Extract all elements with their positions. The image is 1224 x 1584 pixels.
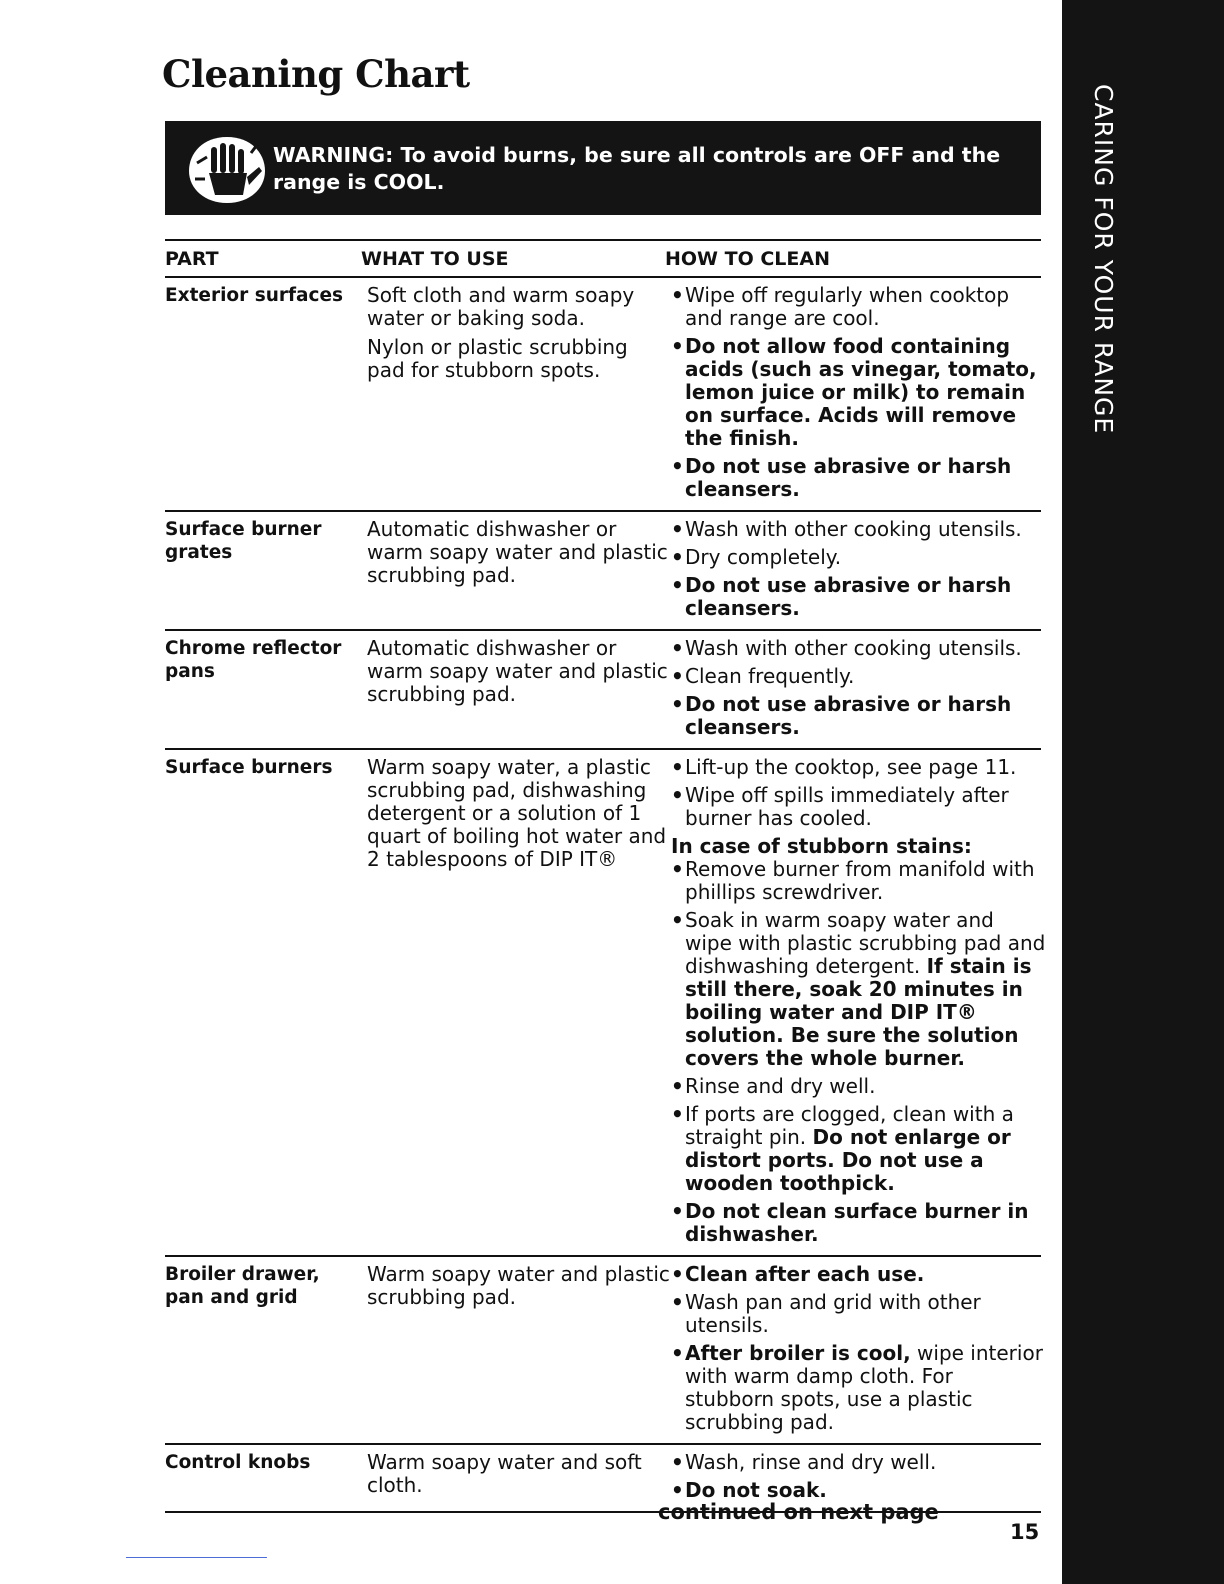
how-to-clean-cell bbox=[671, 1263, 1047, 1439]
what-to-use-text: Warm soapy water and plastic scrubbing pad. bbox=[367, 1262, 670, 1309]
how-to-clean-cell bbox=[671, 518, 1047, 625]
instruction-text-main: Clean frequently. bbox=[685, 664, 855, 688]
bullet-icon: • bbox=[671, 545, 684, 569]
how-to-clean-cell bbox=[671, 1451, 1047, 1507]
instruction-item bbox=[671, 665, 1047, 688]
instruction-subhead: In case of stubborn stains: bbox=[671, 834, 972, 858]
bullet-icon: • bbox=[671, 1199, 684, 1223]
bullet-icon: • bbox=[671, 517, 684, 541]
instruction-text bbox=[685, 1479, 1047, 1502]
part-cell: Surface burner grates bbox=[165, 519, 322, 563]
instruction-text-main: Dry completely. bbox=[685, 545, 842, 569]
how-to-clean-cell bbox=[671, 637, 1047, 744]
hand-warning-icon bbox=[185, 133, 269, 207]
bold-instruction: Do not enlarge or distort ports. Do not use a wooden toothpick. bbox=[685, 1125, 1011, 1195]
part-cell: Chrome reflector pans bbox=[165, 638, 342, 682]
part-cell: Broiler drawer, pan and grid bbox=[165, 1264, 320, 1308]
instruction-text bbox=[685, 455, 1047, 501]
what-to-use-cell bbox=[367, 1451, 671, 1507]
bullet-icon: • bbox=[671, 454, 684, 478]
instruction-item bbox=[671, 574, 1047, 620]
bullet-icon: • bbox=[671, 1450, 684, 1474]
instruction-text bbox=[685, 637, 1047, 660]
page-title: Cleaning Chart bbox=[162, 52, 470, 96]
instruction-text bbox=[685, 1291, 1047, 1337]
warning-text: WARNING: To avoid burns, be sure all controls are OFF and the range is COOL. bbox=[273, 143, 1001, 194]
instruction-item bbox=[671, 284, 1047, 330]
table-row bbox=[165, 629, 1041, 748]
header-how-to-clean: HOW TO CLEAN bbox=[665, 247, 830, 270]
instruction-item bbox=[671, 1479, 1047, 1502]
instruction-item bbox=[671, 1263, 1047, 1286]
instruction-item bbox=[671, 756, 1047, 779]
instruction-text-main: Soak in warm soapy water and wipe with plastic scrubbing pad and dishwashing detergent. bbox=[685, 908, 1046, 978]
part-cell: Surface burners bbox=[165, 757, 333, 778]
bullet-icon: • bbox=[671, 334, 684, 358]
bold-instruction: Do not soak. bbox=[685, 1478, 827, 1502]
bullet-icon: • bbox=[671, 908, 684, 932]
instruction-item bbox=[671, 1342, 1047, 1434]
part-cell: Control knobs bbox=[165, 1452, 311, 1473]
warning-box bbox=[165, 121, 1041, 215]
instruction-text-main: If ports are clogged, clean with a straight pin. bbox=[685, 1102, 1014, 1149]
bold-instruction: If stain is still there, soak 20 minutes in boiling water and DIP IT® solution. Be sure the solution covers the whole burner. bbox=[685, 954, 1032, 1070]
table-row bbox=[165, 510, 1041, 629]
instruction-text-main: Wash, rinse and dry well. bbox=[685, 1450, 937, 1474]
table-row bbox=[165, 278, 1041, 510]
bullet-icon: • bbox=[671, 1341, 684, 1365]
table-row bbox=[165, 748, 1046, 1255]
bullet-icon: • bbox=[671, 692, 684, 716]
bullet-icon: • bbox=[671, 1290, 684, 1314]
scan-artifact-line bbox=[126, 1557, 267, 1558]
instruction-item bbox=[671, 637, 1047, 660]
instruction-text-main: Wash pan and grid with other utensils. bbox=[685, 1290, 981, 1337]
instruction-item bbox=[671, 858, 1047, 904]
bullet-icon: • bbox=[671, 283, 684, 307]
instruction-item bbox=[671, 1451, 1047, 1474]
instruction-text bbox=[685, 858, 1047, 904]
instruction-text bbox=[685, 1263, 1047, 1286]
table-row bbox=[165, 1255, 1041, 1443]
instruction-text bbox=[685, 1342, 1047, 1434]
instruction-text bbox=[685, 546, 1047, 569]
bullet-icon: • bbox=[671, 636, 684, 660]
bullet-icon: • bbox=[671, 1102, 684, 1126]
instruction-text bbox=[685, 284, 1047, 330]
instruction-text bbox=[685, 574, 1047, 620]
bullet-icon: • bbox=[671, 573, 684, 597]
instruction-item bbox=[671, 518, 1047, 541]
what-to-use-text: Automatic dishwasher or warm soapy water and plastic scrubbing pad. bbox=[367, 636, 668, 706]
how-to-clean-cell bbox=[671, 756, 1047, 1251]
instruction-text bbox=[685, 1103, 1047, 1195]
bold-instruction: After broiler is cool, bbox=[685, 1341, 911, 1365]
instruction-item bbox=[671, 693, 1047, 739]
page-number: 15 bbox=[1010, 1520, 1040, 1544]
instruction-text bbox=[685, 1200, 1047, 1246]
instruction-text bbox=[685, 1075, 1047, 1098]
side-tab-label: CARING FOR YOUR RANGE bbox=[1089, 84, 1118, 435]
what-to-use-cell bbox=[367, 284, 671, 506]
cleaning-chart-table bbox=[165, 239, 1046, 1513]
what-to-use-cell bbox=[367, 637, 671, 744]
bold-instruction: Do not allow food containing acids (such as vinegar, tomato, lemon juice or milk) to remain on surface. Acids will remove the finish. bbox=[685, 334, 1037, 450]
instruction-item bbox=[671, 1075, 1047, 1098]
instruction-text-main: Lift-up the cooktop, see page 11. bbox=[685, 755, 1017, 779]
what-to-use-text: Soft cloth and warm soapy water or baking soda. bbox=[367, 283, 635, 330]
bullet-icon: • bbox=[671, 664, 684, 688]
instruction-text-main: Wipe off regularly when cooktop and range are cool. bbox=[685, 283, 1010, 330]
continued-note: continued on next page bbox=[658, 1500, 939, 1524]
instruction-item bbox=[671, 546, 1047, 569]
instruction-text-main: Rinse and dry well. bbox=[685, 1074, 876, 1098]
instruction-text-after: wipe interior with warm damp cloth. For stubborn spots, use a plastic scrubbing pad. bbox=[685, 1341, 1043, 1434]
bold-instruction: Do not use abrasive or harsh cleansers. bbox=[685, 454, 1012, 501]
table-body bbox=[165, 278, 1046, 1511]
what-to-use-text: Nylon or plastic scrubbing pad for stubborn spots. bbox=[367, 335, 628, 382]
instruction-text bbox=[685, 1451, 1047, 1474]
instruction-text bbox=[685, 518, 1047, 541]
header-what-to-use: WHAT TO USE bbox=[361, 247, 509, 270]
bold-instruction: Clean after each use. bbox=[685, 1262, 925, 1286]
bullet-icon: • bbox=[671, 1478, 684, 1502]
what-to-use-text: Warm soapy water, a plastic scrubbing pad, dishwashing detergent or a solution of 1 quart of boiling hot water and 2 tablespoons of DIP IT® bbox=[367, 755, 667, 871]
bold-instruction: Do not clean surface burner in dishwasher. bbox=[685, 1199, 1029, 1246]
header-part: PART bbox=[165, 247, 219, 270]
table-header bbox=[165, 241, 1041, 278]
instruction-text bbox=[685, 756, 1047, 779]
instruction-text bbox=[685, 784, 1047, 830]
bullet-icon: • bbox=[671, 1074, 684, 1098]
instruction-item bbox=[671, 1291, 1047, 1337]
how-to-clean-cell bbox=[671, 284, 1047, 506]
instruction-text-main: Wipe off spills immediately after burner has cooled. bbox=[685, 783, 1009, 830]
instruction-text bbox=[685, 909, 1047, 1070]
bullet-icon: • bbox=[671, 857, 684, 881]
what-to-use-cell bbox=[367, 756, 671, 1251]
bullet-icon: • bbox=[671, 1262, 684, 1286]
what-to-use-cell bbox=[367, 518, 671, 625]
what-to-use-text: Automatic dishwasher or warm soapy water and plastic scrubbing pad. bbox=[367, 517, 668, 587]
bullet-icon: • bbox=[671, 783, 684, 807]
instruction-text-main: Remove burner from manifold with phillips screwdriver. bbox=[685, 857, 1035, 904]
instruction-text bbox=[685, 665, 1047, 688]
instruction-item bbox=[671, 784, 1047, 830]
instruction-text bbox=[685, 335, 1047, 450]
bullet-icon: • bbox=[671, 755, 684, 779]
instruction-item bbox=[671, 455, 1047, 501]
instruction-text bbox=[685, 693, 1047, 739]
instruction-item bbox=[671, 335, 1047, 450]
instruction-item bbox=[671, 1103, 1047, 1195]
instruction-text-main: Wash with other cooking utensils. bbox=[685, 517, 1022, 541]
instruction-item bbox=[671, 909, 1047, 1070]
instruction-text-main: Wash with other cooking utensils. bbox=[685, 636, 1022, 660]
bold-instruction: Do not use abrasive or harsh cleansers. bbox=[685, 573, 1012, 620]
instruction-item bbox=[671, 1200, 1047, 1246]
what-to-use-text: Warm soapy water and soft cloth. bbox=[367, 1450, 642, 1497]
part-cell: Exterior surfaces bbox=[165, 285, 344, 306]
what-to-use-cell bbox=[367, 1263, 671, 1439]
bold-instruction: Do not use abrasive or harsh cleansers. bbox=[685, 692, 1012, 739]
